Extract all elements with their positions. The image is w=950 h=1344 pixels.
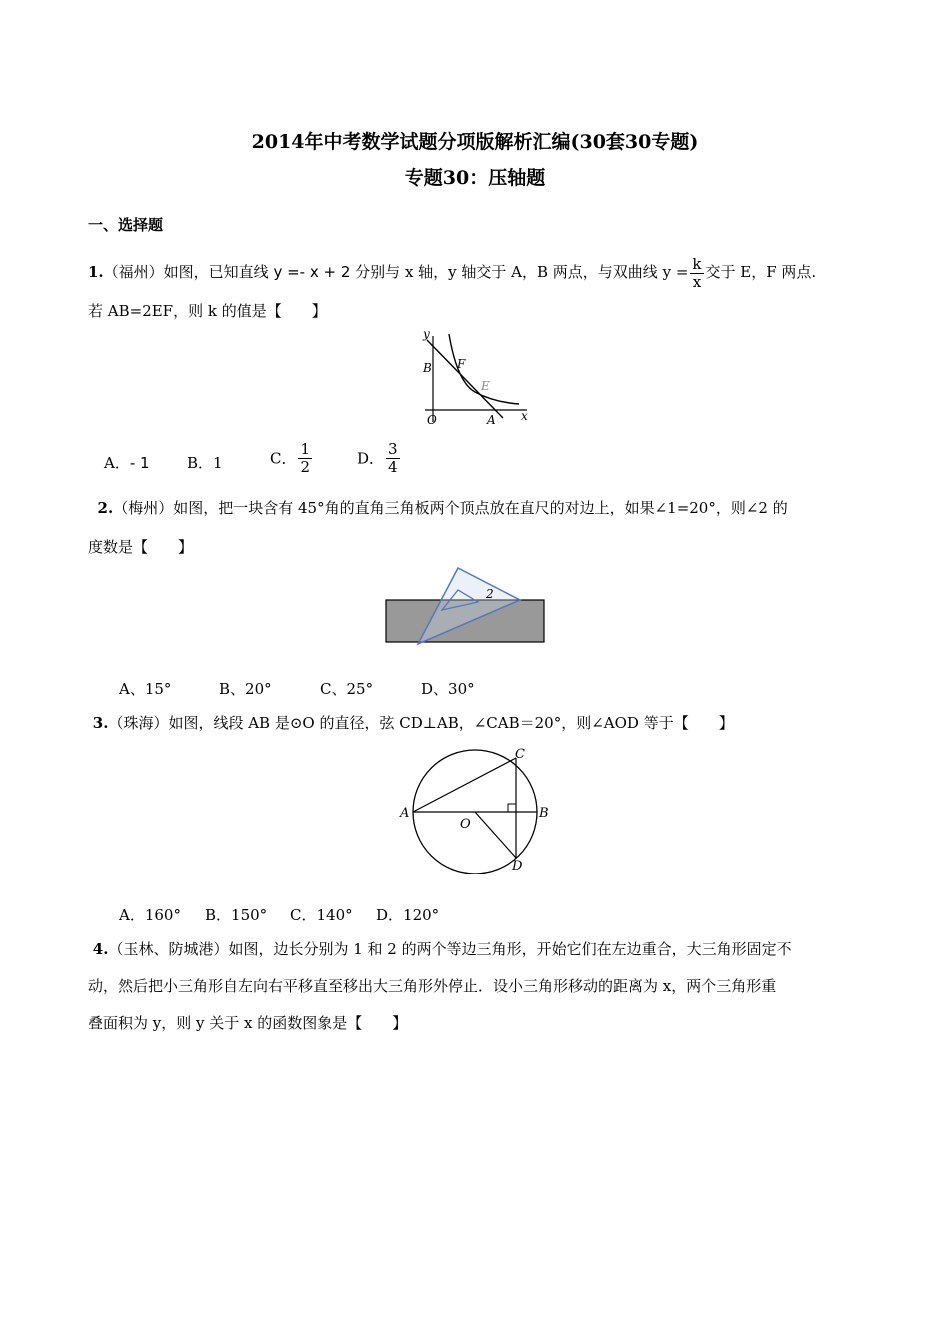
option-c-fraction: [298, 441, 312, 475]
question-2-number: 2.: [97, 499, 114, 517]
question-1-text-c: 交于 E，F 两点.: [705, 263, 817, 281]
question-4-text-line-1: （玉林、防城港）如图，边长分别为 1 和 2 的两个等边三角形，开始它们在左边重合，大三角形固定不: [108, 940, 792, 958]
question-1-figure: [405, 322, 545, 434]
label-y: y: [423, 327, 430, 341]
question-3-number: 3.: [92, 714, 109, 732]
question-3-option-d[interactable]: D．120°: [376, 906, 440, 924]
right-angle-mark: [508, 804, 516, 812]
question-3-text: （珠海）如图，线段 AB 是⊙O 的直径，弦 CD⊥AB，∠CAB＝20°，则∠AOD 等于【 】: [108, 714, 734, 732]
question-1-option-d[interactable]: [357, 441, 402, 475]
option-d-prefix: D．: [357, 449, 385, 468]
radius-od: [475, 812, 516, 858]
question-4-line-2: 动，然后把小三角形自左向右平移直至移出大三角形外停止．设小三角形移动的距离为 x，两个三角形重: [88, 977, 777, 995]
label-b: B: [423, 361, 432, 375]
label-a: A: [400, 806, 410, 821]
fraction-numerator: 1: [300, 440, 311, 458]
document-subtitle: 专题30：压轴题: [404, 167, 546, 189]
label-a: A: [487, 413, 496, 427]
label-d: D: [512, 859, 523, 874]
question-2-text: （梅州）如图，把一块含有 45°角的直角三角板两个顶点放在直尺的对边上，如果∠1=20°，则∠2 的: [113, 499, 788, 517]
question-1-line-1: [88, 256, 816, 290]
label-x: x: [521, 409, 528, 423]
question-4-line-1: [88, 938, 792, 959]
label-f: F: [457, 357, 466, 371]
fraction-numerator: 3: [388, 440, 398, 458]
question-3-option-c[interactable]: C．140°: [290, 906, 353, 924]
label-o: O: [427, 413, 437, 427]
question-1-option-a[interactable]: [104, 452, 150, 473]
question-3-option-a[interactable]: A．160°: [119, 906, 181, 924]
question-3-figure: [396, 744, 554, 874]
question-1-equation-line: y =- x + 2: [273, 263, 351, 281]
question-2-line-2: 度数是【 】: [88, 538, 194, 556]
section-heading: 一、选择题: [88, 216, 164, 234]
question-1-text-b: 分别与 x 轴，y 轴交于 A，B 两点，与双曲线: [355, 263, 658, 281]
question-1-hyperbola-fraction: [690, 256, 703, 290]
fraction-numerator: k: [692, 255, 702, 273]
question-1-number: 1.: [88, 263, 104, 281]
document-title: 2014年中考数学试题分项版解析汇编(30套30专题): [251, 131, 699, 153]
question-4-number: 4.: [92, 940, 109, 958]
question-4-line-3: 叠面积为 y，则 y 关于 x 的函数图象是【 】: [88, 1014, 408, 1032]
label-c: C: [515, 747, 525, 762]
question-3-option-b[interactable]: B．150°: [205, 906, 268, 924]
question-1-option-b[interactable]: B．1: [187, 454, 223, 472]
question-2-option-a[interactable]: A、15°: [119, 680, 172, 698]
question-1-text-a: （福州）如图，已知直线: [103, 263, 269, 281]
question-2-option-c[interactable]: C、25°: [320, 680, 374, 698]
question-1-equation-hyperbola-lhs: y =: [662, 263, 689, 281]
option-c-prefix: C．: [270, 449, 297, 468]
question-1-option-c[interactable]: [270, 441, 314, 475]
label-o: O: [460, 817, 471, 832]
question-1-line-2: 若 AB=2EF，则 k 的值是【 】: [88, 302, 327, 320]
fraction-denominator: 4: [388, 457, 398, 476]
question-2-option-d[interactable]: D、30°: [421, 680, 475, 698]
question-3-line-1: [88, 712, 734, 733]
fraction-denominator: 2: [300, 457, 311, 476]
label-e: E: [481, 379, 490, 393]
chord-ac: [413, 758, 516, 812]
option-a-prefix: A．: [104, 454, 130, 472]
angle-2-label: 2: [486, 587, 494, 601]
option-a-value: - 1: [129, 454, 150, 472]
label-b: B: [539, 806, 549, 821]
question-2-line-1: [88, 497, 788, 518]
option-d-fraction: [386, 441, 400, 475]
question-2-option-b[interactable]: B、20°: [219, 680, 272, 698]
question-2-figure: [378, 562, 550, 648]
fraction-denominator: x: [692, 272, 702, 291]
